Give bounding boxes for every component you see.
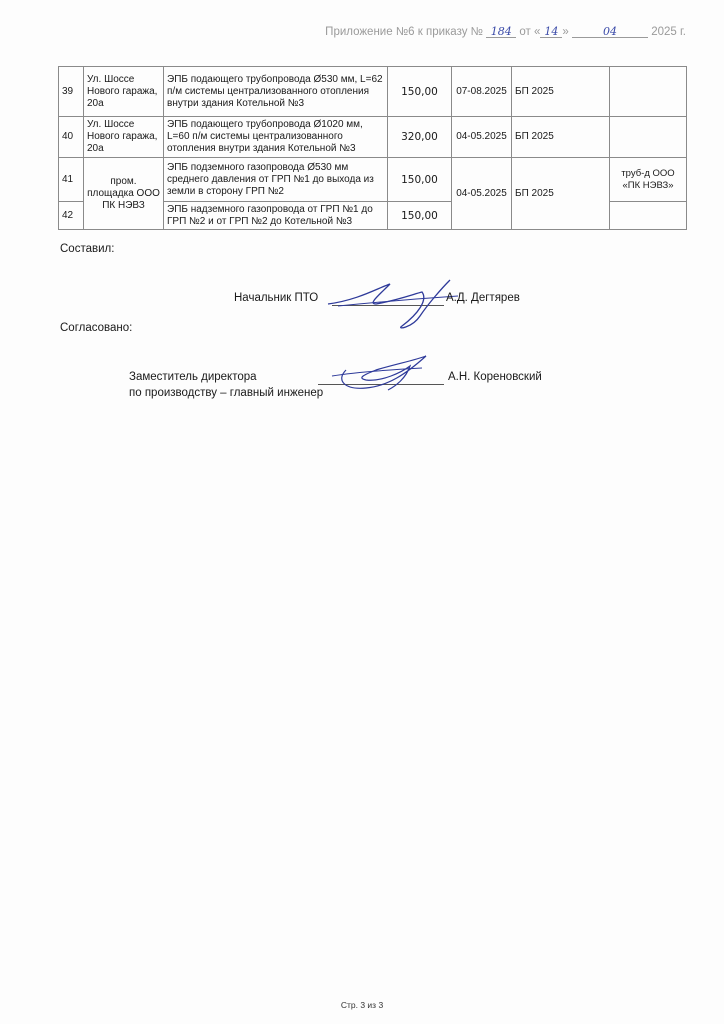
- row-date: 04-05.2025: [452, 117, 512, 158]
- row-number: 42: [59, 202, 84, 230]
- row-location: пром. площадка ООО ПК НЭВЗ: [84, 158, 164, 230]
- row-volume: 150,00: [388, 158, 452, 202]
- row-object: ЭПБ подающего трубопровода Ø1020 мм, L=60 п/м системы централизованного отопления внутри здания Котельной №3: [164, 117, 388, 158]
- footer-of: из: [367, 1000, 377, 1010]
- page-header: [325, 26, 686, 38]
- row-volume: 150,00: [388, 202, 452, 230]
- row-note: [610, 117, 687, 158]
- row-source: БП 2025: [512, 67, 610, 117]
- compiled-position: Начальник ПТО: [234, 292, 319, 304]
- row-number: 39: [59, 67, 84, 117]
- row-location: Ул. Шоссе Нового гаража, 20а: [84, 117, 164, 158]
- row-source: БП 2025: [512, 158, 610, 230]
- row-number: 40: [59, 117, 84, 158]
- header-close-quote: »: [562, 26, 569, 38]
- row-location: Ул. Шоссе Нового гаража, 20а: [84, 67, 164, 117]
- row-object: ЭПБ надземного газопровода от ГРП №1 до ГРП №2 и от ГРП №2 до Котельной №3: [164, 202, 388, 230]
- footer-prefix: Стр.: [340, 1000, 358, 1010]
- row-number: 41: [59, 158, 84, 202]
- compiled-name: А.Д. Дегтярев: [446, 292, 520, 304]
- row-source: БП 2025: [512, 117, 610, 158]
- footer-page: 3: [360, 1000, 366, 1010]
- header-prefix: Приложение №6 к приказу №: [325, 26, 483, 38]
- order-month: 04: [572, 26, 648, 38]
- order-day: 14: [540, 26, 562, 38]
- approved-signature: [326, 350, 436, 398]
- order-number: 184: [486, 26, 516, 38]
- footer-total: 3: [378, 1000, 384, 1010]
- table-row: [59, 117, 687, 158]
- row-object: ЭПБ подающего трубопровода Ø530 мм, L=62 п/м системы централизованного отопления внутри здания Котельной №3: [164, 67, 388, 117]
- row-note: [610, 67, 687, 117]
- approved-position-line1: Заместитель директора: [129, 371, 257, 383]
- approved-label: Согласовано:: [60, 322, 133, 334]
- approved-name: А.Н. Кореновский: [448, 371, 542, 383]
- row-date: 04-05.2025: [452, 158, 512, 230]
- row-note: [610, 202, 687, 230]
- header-year: 2025 г.: [651, 26, 686, 38]
- row-date: 07-08.2025: [452, 67, 512, 117]
- row-volume: 150,00: [388, 67, 452, 117]
- works-table: [58, 66, 687, 230]
- table-row: [59, 158, 687, 202]
- row-note: труб-д ООО «ПК НЭВЗ»: [610, 158, 687, 202]
- row-volume: 320,00: [388, 117, 452, 158]
- page-footer: [0, 1000, 724, 1010]
- row-object: ЭПБ подземного газопровода Ø530 мм среднего давления от ГРП №1 до выхода из земли в сторону ГРП №2: [164, 158, 388, 202]
- header-from: от «: [519, 26, 541, 38]
- compiled-label: Составил:: [60, 243, 115, 255]
- table-row: [59, 67, 687, 117]
- approved-position-line2: по производству – главный инженер: [129, 387, 324, 399]
